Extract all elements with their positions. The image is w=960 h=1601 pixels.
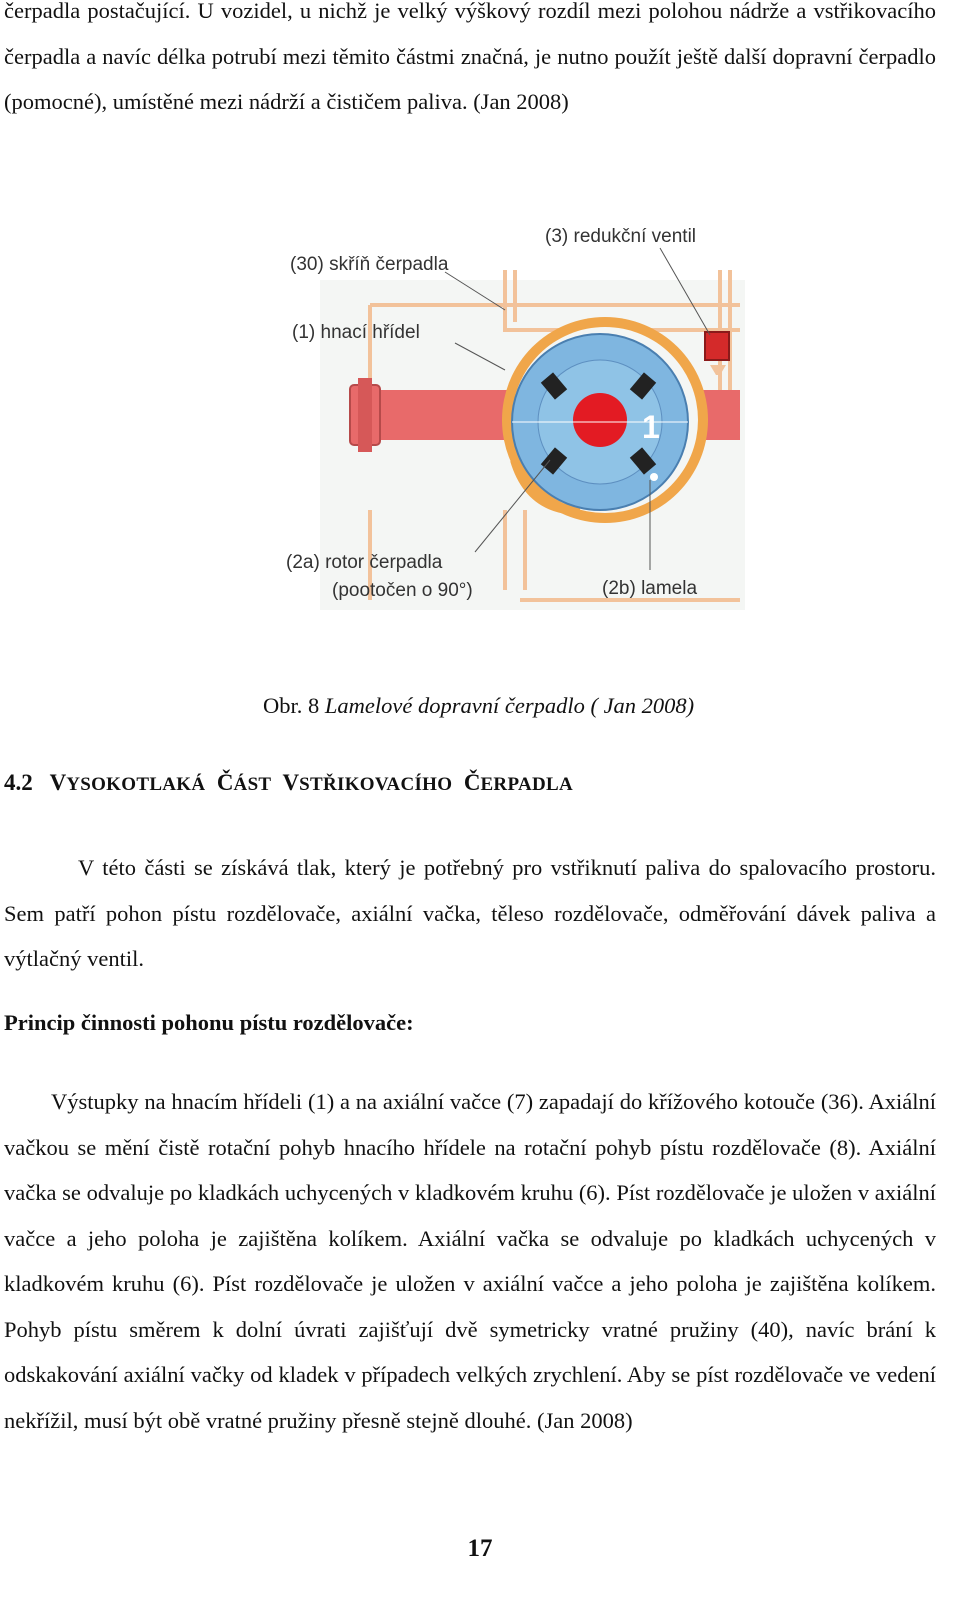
- vane-pump-figure: [280, 210, 760, 615]
- heading-word-initial: Č: [463, 770, 481, 795]
- heading-word-initial: V: [49, 770, 67, 795]
- heading-word-initial: V: [282, 770, 300, 795]
- heading-word-rest: YSOKOTLAKÁ: [66, 774, 206, 795]
- section-heading: [4, 770, 573, 796]
- subheading: Princip činnosti pohonu pístu rozdělovače:: [4, 1010, 414, 1035]
- body-paragraph-1: V této části se získává tlak, který je potřebný pro vstřiknutí paliva do spalovacího prostoru. Sem patří pohon pístu rozdělovače, axiální vačka, těleso rozdělovače, odměřování dávek paliva a výtlačný ventil.: [4, 855, 936, 971]
- body-paragraph-2: Výstupky na hnacím hřídeli (1) a na axiální vačce (7) zapadají do křížového kotouče (36). Axiální vačkou se mění čistě rotační pohyb hnacího hřídele na rotační pohyb pístu rozdělovače (8). Axiální vačka se odvaluje po kladkách uchycených v kladkovém kruhu (6). Píst rozdělovače je uložen v axiální vačce a jeho poloha je zajištěna kolíkem. Axiální vačka se odvaluje po kladkách uchycených v kladkovém kruhu (6). Píst rozdělovače je uložen v axiální vačce a jeho poloha je zajištěna kolíkem. Pohyb pístu směrem k dolní úvrati zajišťují dvě symetricky vratné pružiny (40), navíc brání k odskakování axiální vačky od kladek v případech velkých zrychlení. Aby se píst rozdělovače ve vedení nekřížil, musí být obě vratné pružiny přesně stejně dlouhé. (Jan 2008): [4, 1089, 936, 1433]
- label-rotor-rotated: (pootočen o 90°): [332, 580, 473, 601]
- label-vane: (2b) lamela: [602, 578, 698, 599]
- heading-word-rest: ERPADLA: [480, 774, 573, 795]
- heading-word-rest: STŘIKOVACÍHO: [299, 774, 453, 795]
- heading-word-rest: ÁST: [233, 774, 272, 795]
- caption-text: Lamelové dopravní čerpadlo ( Jan 2008): [324, 693, 695, 718]
- intro-paragraph: čerpadla postačující. U vozidel, u nichž je velký výškový rozdíl mezi polohou nádrže a vstřikovacího čerpadla a navíc délka potrubí mezi těmito částmi značná, je nutno použít ještě další dopravní čerpadlo (pomocné), umístěné mezi nádrží a čističem paliva. (Jan 2008): [4, 0, 936, 114]
- label-rotor: (2a) rotor čerpadla: [286, 552, 443, 573]
- label-drive-shaft: (1) hnací hřídel: [292, 322, 420, 343]
- label-housing: (30) skříň čerpadla: [290, 254, 449, 275]
- page-number: 17: [467, 1535, 493, 1562]
- rotor-center: [573, 393, 627, 447]
- label-reducing-valve: (3) redukční ventil: [545, 226, 697, 247]
- figure-caption: [263, 693, 694, 719]
- pump-rotor: [512, 334, 688, 510]
- heading-word-initial: Č: [216, 770, 234, 795]
- rotor-marker: 1: [642, 409, 660, 445]
- caption-prefix: Obr. 8: [263, 693, 320, 718]
- heading-number: 4.2: [4, 770, 33, 795]
